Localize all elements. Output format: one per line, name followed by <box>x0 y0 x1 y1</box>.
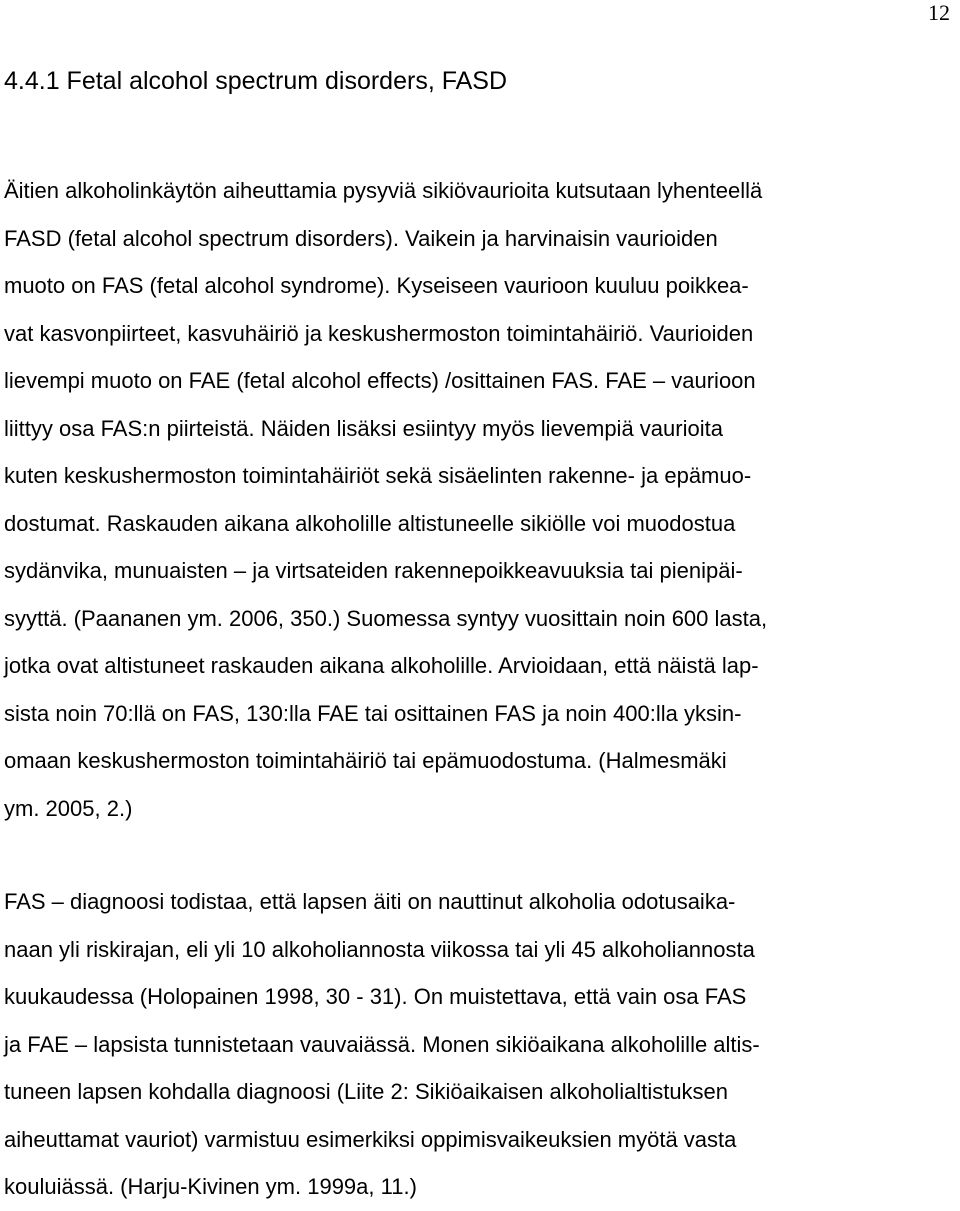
text-line: sista noin 70:llä on FAS, 130:lla FAE tai osittainen FAS ja noin 400:lla yksin- <box>4 700 742 726</box>
text-line: naan yli riskirajan, eli yli 10 alkoholiannosta viikossa tai yli 45 alkoholiannosta <box>4 936 755 962</box>
text-line: kuten keskushermoston toimintahäiriöt sekä sisäelinten rakenne- ja epämuo- <box>4 463 752 488</box>
text-line: syyttä. (Paananen ym. 2006, 350.) Suomessa syntyy vuosittain noin 600 lasta, <box>4 605 768 631</box>
text-line: jotka ovat altistuneet raskauden aikana alkoholille. Arvioidaan, että näistä lap- <box>4 653 759 678</box>
text-line: vat kasvonpiirteet, kasvuhäiriö ja keskushermoston toimintahäiriö. Vaurioiden <box>4 320 754 346</box>
text-line: liittyy osa FAS:n piirteistä. Näiden lisäksi esiintyy myös lievempiä vaurioita <box>4 415 723 441</box>
paragraph-1 <box>4 167 767 832</box>
text-line: dostumat. Raskauden aikana alkoholille altistuneelle sikiölle voi muodostua <box>4 510 736 536</box>
page-number: 12 <box>928 0 950 25</box>
text-line: lievempi muoto on FAE (fetal alcohol effects) /osittainen FAS. FAE – vaurioon <box>4 368 756 393</box>
text-line: Äitien alkoholinkäytön aiheuttamia pysyviä sikiövaurioita kutsutaan lyhenteellä <box>4 178 763 203</box>
text-line: muoto on FAS (fetal alcohol syndrome). Kyseiseen vaurioon kuuluu poikkea- <box>4 273 749 298</box>
text-line: FAS – diagnoosi todistaa, että lapsen äiti on nauttinut alkoholia odotusaika- <box>4 889 736 914</box>
text-line: aiheuttamat vauriot) varmistuu esimerkiksi oppimisvaikeuksien myötä vasta <box>4 1126 737 1152</box>
text-line: tuneen lapsen kohdalla diagnoosi (Liite 2: Sikiöaikaisen alkoholialtistuksen <box>4 1079 729 1104</box>
text-line: sydänvika, munuaisten – ja virtsateiden rakennepoikkeavuuksia tai pienipäi- <box>4 558 743 583</box>
text-line: ja FAE – lapsista tunnistetaan vauvaiässä. Monen sikiöaikana alkoholille altis- <box>4 1031 760 1057</box>
text-line: kouluiässä. (Harju-Kivinen ym. 1999a, 11.) <box>4 1174 417 1199</box>
text-line: omaan keskushermoston toimintahäiriö tai epämuodostuma. (Halmesmäki <box>4 748 727 773</box>
text-line: ym. 2005, 2.) <box>4 795 133 821</box>
text-line: kuukaudessa (Holopainen 1998, 30 - 31). On muistettava, että vain osa FAS <box>4 984 747 1009</box>
paragraph-2 <box>4 878 760 1211</box>
text-line: FASD (fetal alcohol spectrum disorders). Vaikein ja harvinaisin vaurioiden <box>4 225 718 251</box>
section-heading: 4.4.1 Fetal alcohol spectrum disorders, FASD <box>4 67 508 95</box>
